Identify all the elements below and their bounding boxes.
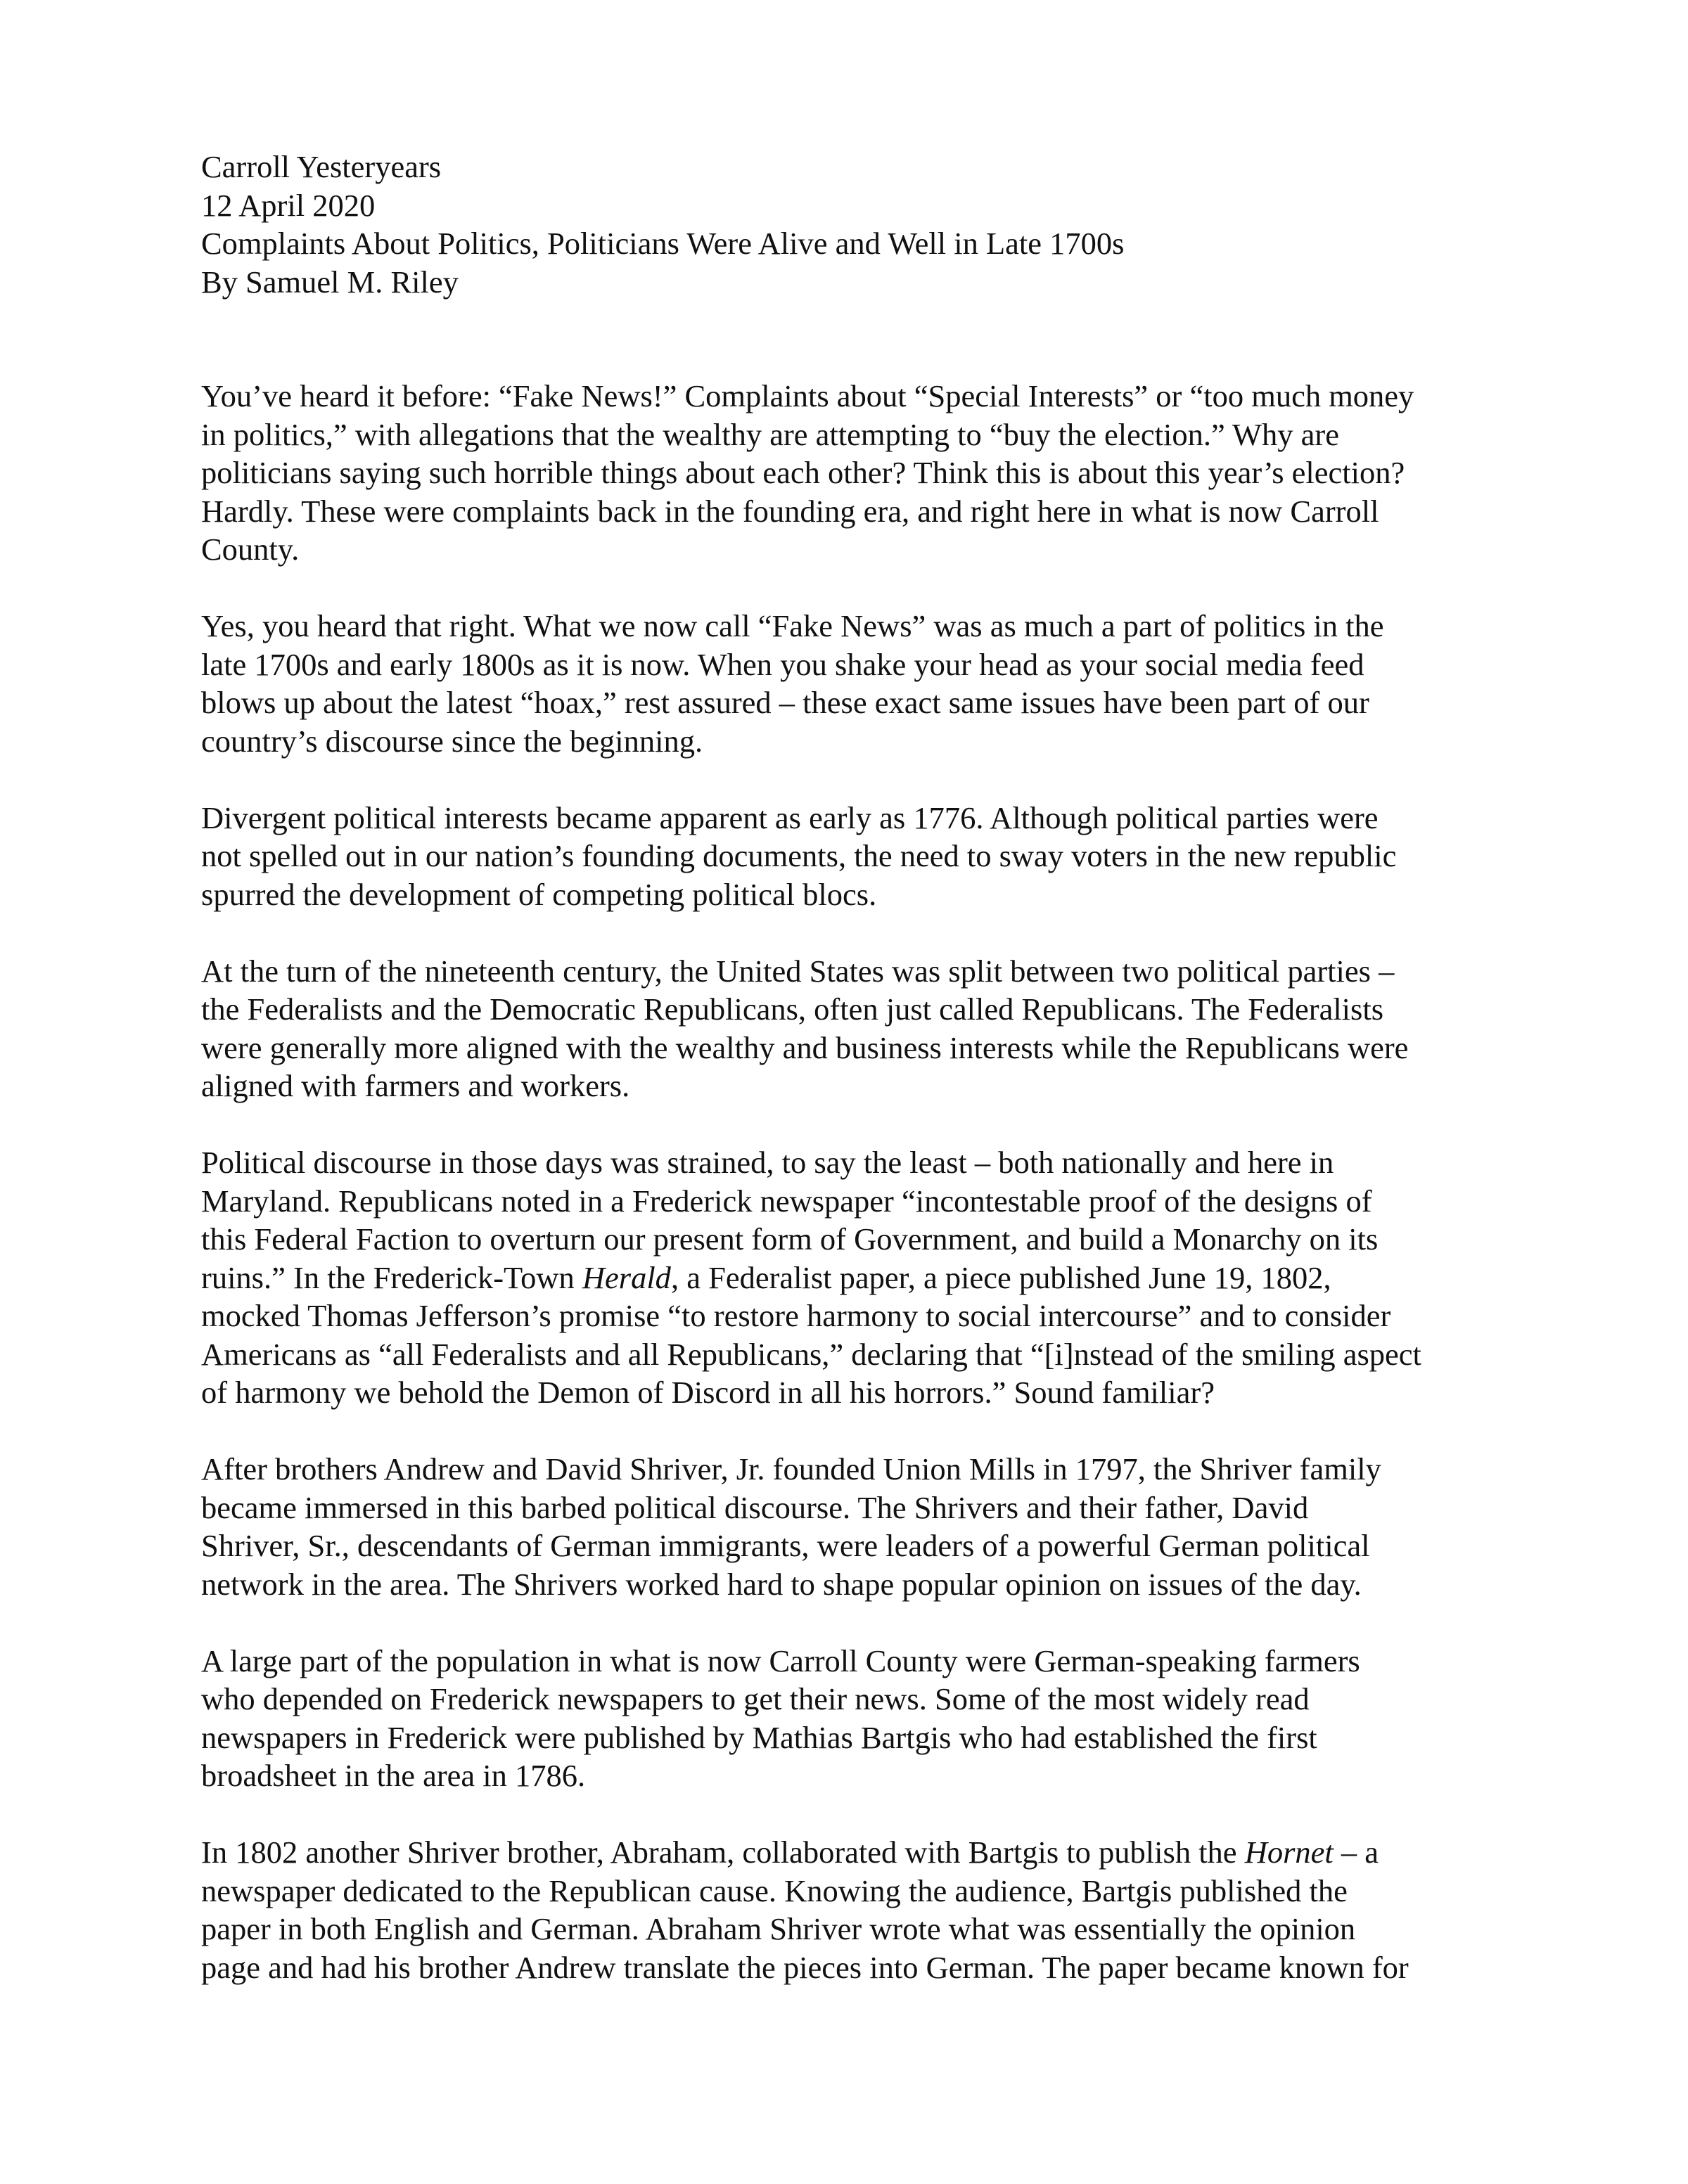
paragraph (201, 1642, 1523, 1795)
text-line: Political discourse in those days was strained, to say the least – both nationally and here in (201, 1145, 1334, 1180)
text-line (201, 1833, 1523, 1872)
text-line: politicians saying such horrible things about each other? Think this is about this year’s election? (201, 455, 1405, 490)
article-date: 12 April 2020 (201, 187, 376, 223)
text-line: newspaper dedicated to the Republican cause. Knowing the audience, Bartgis published the (201, 1873, 1348, 1908)
text-line: in politics,” with allegations that the wealthy are attempting to “buy the election.” Why are (201, 416, 1339, 452)
text-line (201, 1259, 1523, 1297)
text-line: After brothers Andrew and David Shriver, Jr. founded Union Mills in 1797, the Shriver family (201, 1451, 1381, 1486)
paragraph (201, 377, 1523, 569)
text-line: mocked Thomas Jefferson’s promise “to restore harmony to social intercourse” and to consider (201, 1298, 1391, 1333)
paragraph (201, 952, 1523, 1105)
text-line: the Federalists and the Democratic Republicans, often just called Republicans. The Federalists (201, 991, 1384, 1027)
text-line: blows up about the latest “hoax,” rest assured – these exact same issues have been part of our (201, 685, 1369, 720)
text-segment: , a Federalist paper, a piece published June 19, 1802, (670, 1259, 1331, 1295)
text-line: Maryland. Republicans noted in a Frederick newspaper “incontestable proof of the designs of (201, 1183, 1372, 1219)
text-line: who depended on Frederick newspapers to get their news. Some of the most widely read (201, 1681, 1310, 1716)
text-line: You’ve heard it before: “Fake News!” Complaints about “Special Interests” or “too much money (201, 378, 1414, 413)
text-line: of harmony we behold the Demon of Discord in all his horrors.” Sound familiar? (201, 1375, 1215, 1410)
text-line: Hardly. These were complaints back in the founding era, and right here in what is now Carroll (201, 493, 1379, 529)
column-name: Carroll Yesteryears (201, 149, 442, 184)
text-line: At the turn of the nineteenth century, the United States was split between two political parties – (201, 953, 1395, 989)
paragraph (201, 1833, 1523, 1986)
newspaper-name: Hornet (1244, 1835, 1334, 1870)
text-line: this Federal Faction to overturn our present form of Government, and build a Monarchy on its (201, 1221, 1379, 1257)
text-segment: In 1802 another Shriver brother, Abraham, collaborated with Bartgis to publish the (201, 1835, 1245, 1870)
text-line: were generally more aligned with the wealthy and business interests while the Republicans were (201, 1029, 1409, 1065)
text-line: spurred the development of competing political blocs. (201, 876, 877, 912)
text-line: not spelled out in our nation’s founding documents, the need to sway voters in the new republic (201, 838, 1397, 873)
text-line: Americans as “all Federalists and all Republicans,” declaring that “[i]nstead of the smiling aspect (201, 1336, 1421, 1372)
text-line: broadsheet in the area in 1786. (201, 1758, 586, 1793)
text-line: Divergent political interests became apparent as early as 1776. Although political parties were (201, 799, 1379, 835)
paragraph (201, 607, 1523, 760)
text-line: page and had his brother Andrew translate the pieces into German. The paper became known for (201, 1949, 1409, 1985)
text-line: Shriver, Sr., descendants of German immigrants, were leaders of a powerful German political (201, 1528, 1370, 1563)
paragraph (201, 1450, 1523, 1603)
article-header (201, 148, 1523, 301)
text-line: A large part of the population in what is now Carroll County were German-speaking farmers (201, 1643, 1360, 1678)
paragraph (201, 1143, 1523, 1412)
text-line: late 1700s and early 1800s as it is now. When you shake your head as your social media feed (201, 646, 1364, 682)
text-segment: – a (1333, 1835, 1379, 1870)
newspaper-name: Herald (582, 1259, 671, 1295)
text-line: newspapers in Frederick were published by Mathias Bartgis who had established the first (201, 1719, 1317, 1755)
text-line: became immersed in this barbed political discourse. The Shrivers and their father, David (201, 1489, 1309, 1525)
paragraph (201, 799, 1523, 914)
article-title: Complaints About Politics, Politicians Were Alive and Well in Late 1700s (201, 226, 1125, 261)
text-line: aligned with farmers and workers. (201, 1068, 630, 1103)
text-line: network in the area. The Shrivers worked hard to shape popular opinion on issues of the day. (201, 1566, 1362, 1602)
text-line: country’s discourse since the beginning. (201, 723, 703, 759)
text-line: County. (201, 532, 300, 567)
article-body (201, 148, 1523, 2025)
text-line: paper in both English and German. Abraham Shriver wrote what was essentially the opinion (201, 1911, 1356, 1946)
text-segment: ruins.” In the Frederick-Town (201, 1259, 582, 1295)
text-line: Yes, you heard that right. What we now call “Fake News” was as much a part of politics in the (201, 608, 1384, 643)
byline: By Samuel M. Riley (201, 264, 459, 300)
